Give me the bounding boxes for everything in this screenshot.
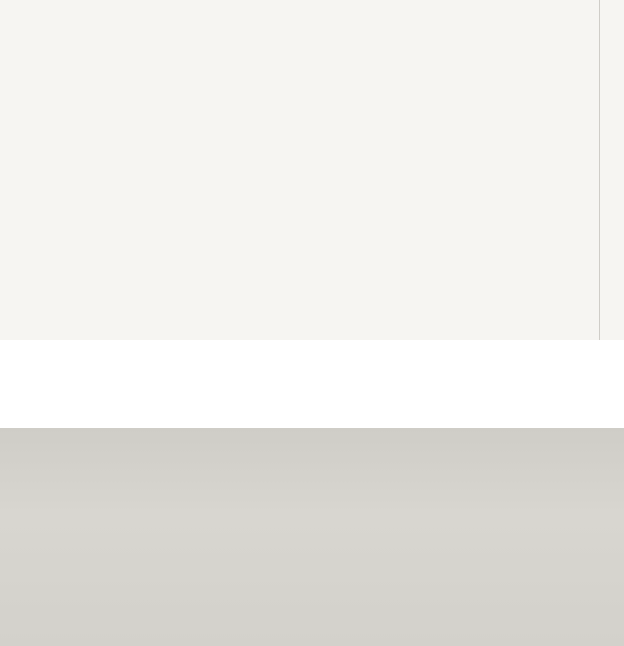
section-title	[0, 438, 624, 462]
page-edge-divider	[599, 0, 600, 340]
bottom-text-block	[0, 438, 624, 462]
bottom-page-scan	[0, 428, 624, 646]
